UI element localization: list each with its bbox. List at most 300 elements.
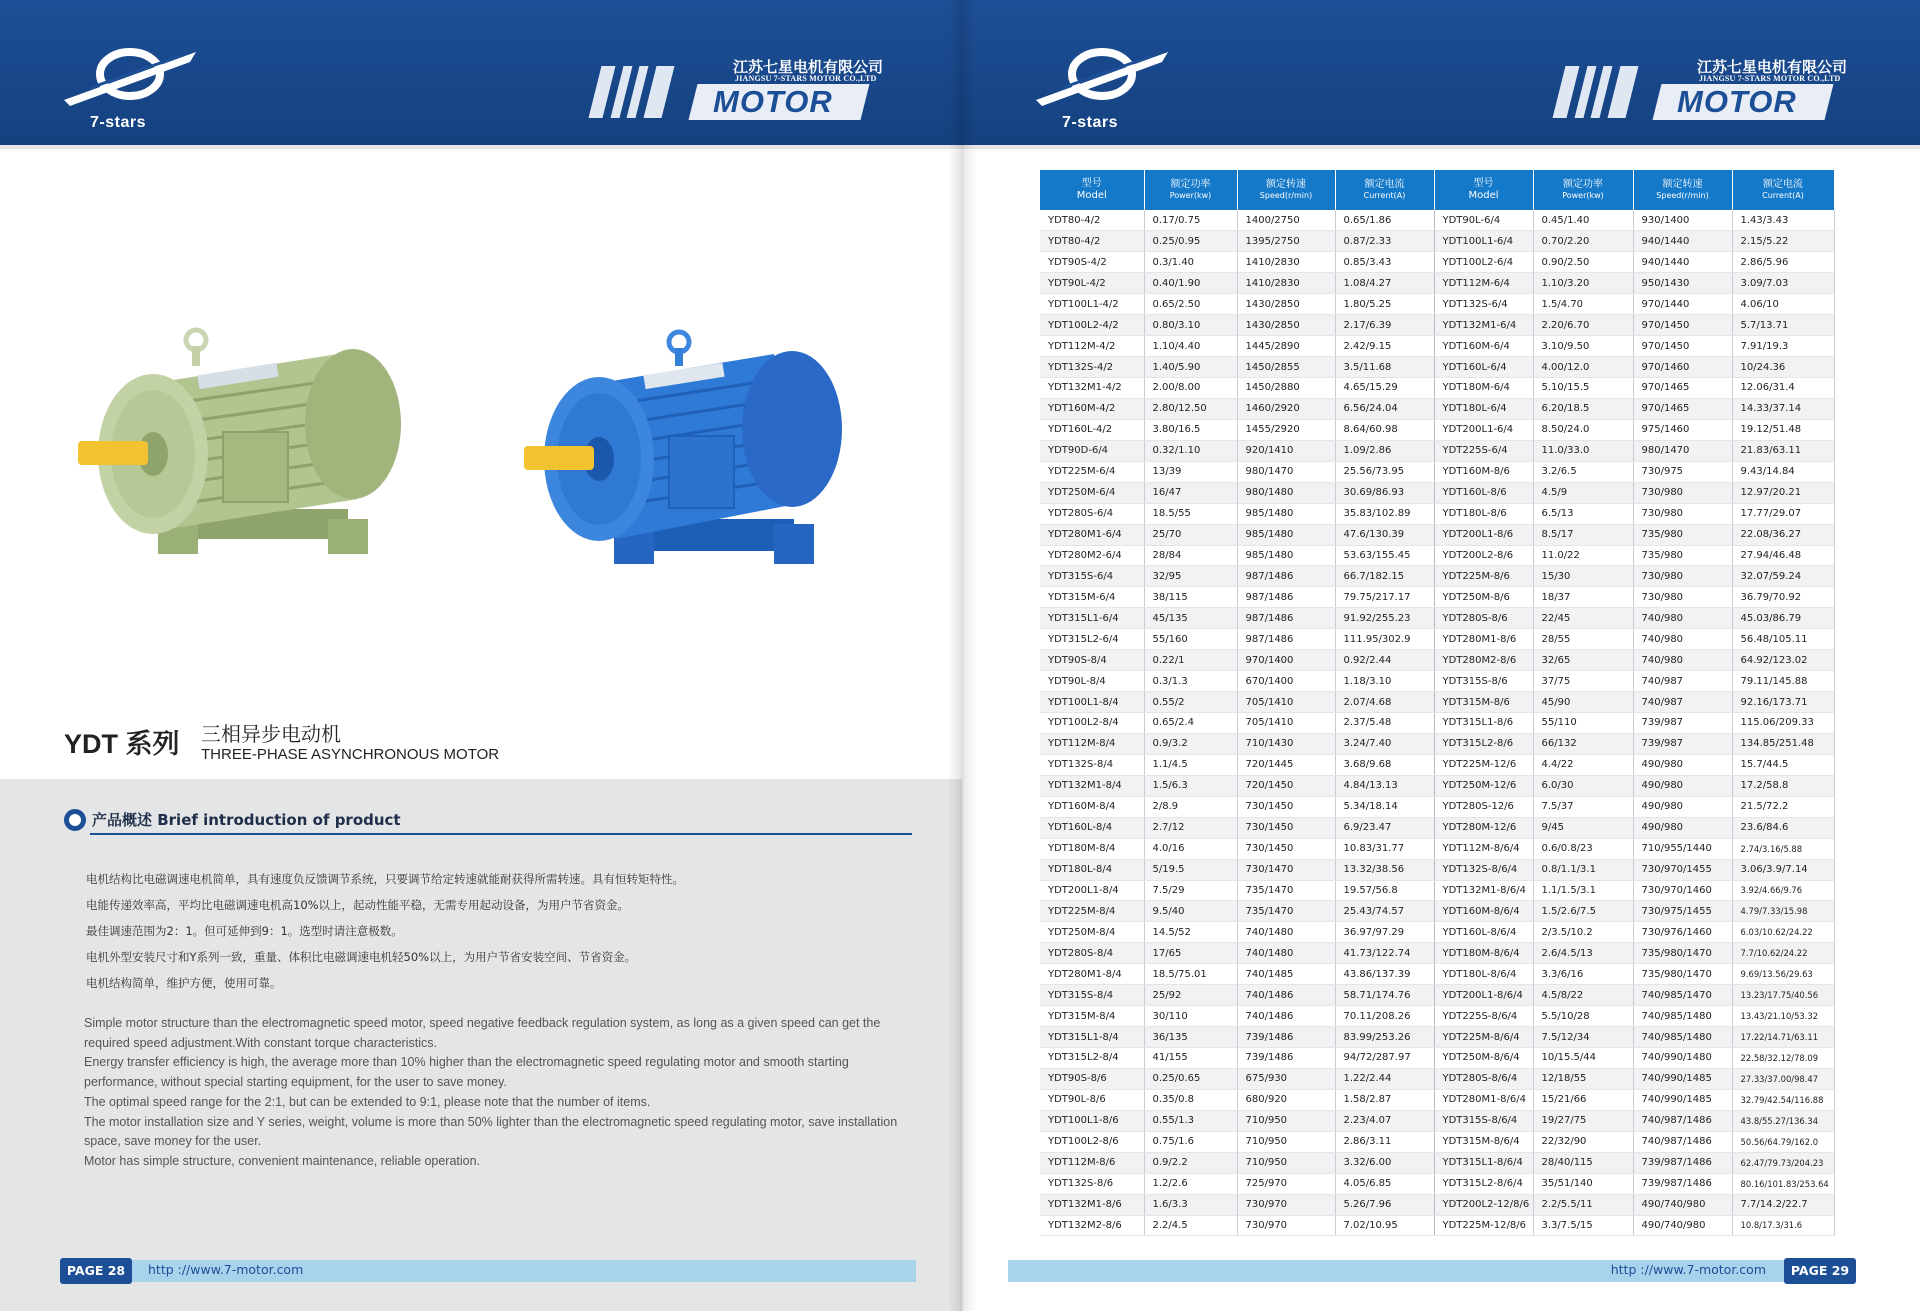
table-cell: YDT280S-8/4: [1040, 943, 1144, 964]
book-gutter-shadow: [948, 0, 976, 1311]
header-cn: 型号: [1473, 178, 1494, 189]
table-cell: 37/75: [1533, 671, 1633, 692]
product-photos: [0, 149, 962, 779]
table-cell: 22.58/32.12/78.09: [1732, 1048, 1834, 1069]
table-cell: 1460/2920: [1237, 398, 1335, 419]
table-cell: YDT315S-8/6/4: [1434, 1110, 1533, 1131]
table-cell: 2.6/4.5/13: [1533, 943, 1633, 964]
table-cell: 1410/2830: [1237, 252, 1335, 273]
table-cell: 730/975: [1633, 461, 1732, 482]
table-row: [1040, 1068, 1834, 1089]
table-cell: 43.86/137.39: [1335, 964, 1434, 985]
table-cell: 3.06/3.9/7.14: [1732, 859, 1834, 880]
spec-table: [1040, 170, 1835, 1236]
table-cell: YDT80-4/2: [1040, 231, 1144, 252]
table-cell: YDT100L2-8/4: [1040, 713, 1144, 734]
table-cell: 930/1400: [1633, 210, 1732, 231]
table-cell: 730/970: [1237, 1194, 1335, 1215]
table-cell: 1.80/5.25: [1335, 294, 1434, 315]
table-cell: 705/1410: [1237, 713, 1335, 734]
table-cell: 0.75/1.6: [1144, 1131, 1237, 1152]
table-row: [1040, 901, 1834, 922]
table-cell: 985/1480: [1237, 524, 1335, 545]
table-cell: 4.65/15.29: [1335, 378, 1434, 399]
table-cell: 18.5/75.01: [1144, 964, 1237, 985]
table-cell: 18/37: [1533, 587, 1633, 608]
table-cell: YDT280M-12/6: [1434, 817, 1533, 838]
table-cell: YDT90L-8/4: [1040, 671, 1144, 692]
table-header-row: [1040, 170, 1834, 210]
right-page: [962, 0, 1920, 1311]
table-cell: 19.12/51.48: [1732, 419, 1834, 440]
table-cell: 0.3/1.40: [1144, 252, 1237, 273]
table-cell: 2.17/6.39: [1335, 315, 1434, 336]
table-row: [1040, 378, 1834, 399]
table-cell: YDT280S-6/4: [1040, 503, 1144, 524]
table-cell: YDT160M-8/4: [1040, 796, 1144, 817]
table-cell: 0.70/2.20: [1533, 231, 1633, 252]
table-cell: 9.69/13.56/29.63: [1732, 964, 1834, 985]
table-cell: 15/30: [1533, 566, 1633, 587]
table-cell: 1.40/5.90: [1144, 357, 1237, 378]
table-header-cell: [1533, 170, 1633, 210]
table-row: [1040, 357, 1834, 378]
table-cell: 27.94/46.48: [1732, 545, 1834, 566]
table-cell: 19.57/56.8: [1335, 880, 1434, 901]
table-cell: 940/1440: [1633, 231, 1732, 252]
intro-en-paragraph: The optimal speed range for the 2:1, but can be extended to 9:1, please note that the number of items.: [84, 1094, 651, 1109]
table-cell: 739/1486: [1237, 1027, 1335, 1048]
table-cell: YDT200L2-12/8/6: [1434, 1194, 1533, 1215]
table-cell: YDT132M1-8/6: [1040, 1194, 1144, 1215]
page-header: [962, 0, 1920, 145]
table-cell: 730/1470: [1237, 859, 1335, 880]
table-cell: YDT315M-6/4: [1040, 587, 1144, 608]
table-row: [1040, 461, 1834, 482]
table-cell: 920/1410: [1237, 440, 1335, 461]
company-name-cn: 江苏七星电机有限公司: [1697, 58, 1848, 76]
table-cell: 0.17/0.75: [1144, 210, 1237, 231]
table-row: [1040, 482, 1834, 503]
table-cell: YDT280S-8/6: [1434, 608, 1533, 629]
table-cell: 1445/2890: [1237, 336, 1335, 357]
table-cell: 4.5/8/22: [1533, 985, 1633, 1006]
table-cell: 725/970: [1237, 1173, 1335, 1194]
table-cell: 730/970/1460: [1633, 880, 1732, 901]
table-cell: 0.65/2.50: [1144, 294, 1237, 315]
table-cell: 16/47: [1144, 482, 1237, 503]
table-cell: 7.5/37: [1533, 796, 1633, 817]
company-name-cn: 江苏七星电机有限公司: [733, 58, 884, 76]
table-cell: 0.25/0.95: [1144, 231, 1237, 252]
table-cell: 17/65: [1144, 943, 1237, 964]
table-cell: YDT160L-8/4: [1040, 817, 1144, 838]
table-cell: YDT180L-8/6/4: [1434, 964, 1533, 985]
table-cell: 5.10/15.5: [1533, 378, 1633, 399]
motor-photo-green: [78, 324, 418, 564]
header-en: Power(kw): [1562, 191, 1604, 200]
table-cell: 490/980: [1633, 796, 1732, 817]
table-cell: 22.08/36.27: [1732, 524, 1834, 545]
table-cell: 4.0/16: [1144, 838, 1237, 859]
table-cell: 740/1485: [1237, 964, 1335, 985]
table-cell: 720/1445: [1237, 754, 1335, 775]
table-cell: YDT280M2-8/6: [1434, 650, 1533, 671]
table-cell: 6.9/23.47: [1335, 817, 1434, 838]
table-cell: YDT315L2-8/6/4: [1434, 1173, 1533, 1194]
table-cell: 3.10/9.50: [1533, 336, 1633, 357]
table-cell: YDT280M1-6/4: [1040, 524, 1144, 545]
table-cell: 3.3/6/16: [1533, 964, 1633, 985]
table-cell: 53.63/155.45: [1335, 545, 1434, 566]
table-cell: 35/51/140: [1533, 1173, 1633, 1194]
table-cell: 13.43/21.10/53.32: [1732, 1006, 1834, 1027]
table-row: [1040, 566, 1834, 587]
table-row: [1040, 817, 1834, 838]
table-cell: 740/987: [1633, 671, 1732, 692]
table-cell: YDT250M-6/4: [1040, 482, 1144, 503]
table-cell: YDT180M-8/6/4: [1434, 943, 1533, 964]
table-cell: 1.1/1.5/3.1: [1533, 880, 1633, 901]
table-cell: 18.5/55: [1144, 503, 1237, 524]
table-cell: YDT160M-8/6/4: [1434, 901, 1533, 922]
table-cell: YDT315L1-8/6: [1434, 713, 1533, 734]
table-cell: 15.7/44.5: [1732, 754, 1834, 775]
table-cell: 3.3/7.5/15: [1533, 1215, 1633, 1236]
table-cell: YDT100L1-8/4: [1040, 692, 1144, 713]
table-cell: 3.09/7.03: [1732, 273, 1834, 294]
logo-text: 7-stars: [90, 114, 146, 131]
table-row: [1040, 650, 1834, 671]
table-cell: YDT180L-8/6: [1434, 503, 1533, 524]
table-cell: 3.24/7.40: [1335, 733, 1434, 754]
table-cell: YDT315S-6/4: [1040, 566, 1144, 587]
table-cell: YDT200L1-8/4: [1040, 880, 1144, 901]
table-cell: 0.87/2.33: [1335, 231, 1434, 252]
table-cell: 740/990/1485: [1633, 1089, 1732, 1110]
table-row: [1040, 1110, 1834, 1131]
table-cell: 970/1400: [1237, 650, 1335, 671]
intro-cn-line: 电机结构比电磁调速电机简单，具有速度负反馈调节系统，只要调节给定转速就能耐获得所需转速。具有恒转矩特性。: [86, 872, 684, 886]
table-cell: 1450/2855: [1237, 357, 1335, 378]
table-cell: YDT280M2-6/4: [1040, 545, 1144, 566]
company-name-en: JIANGSU 7-STARS MOTOR CO.,LTD: [735, 74, 877, 83]
table-cell: 1.2/2.6: [1144, 1173, 1237, 1194]
table-cell: YDT100L2-8/6: [1040, 1131, 1144, 1152]
table-cell: 0.65/2.4: [1144, 713, 1237, 734]
table-row: [1040, 252, 1834, 273]
table-cell: YDT100L1-6/4: [1434, 231, 1533, 252]
table-cell: 7.5/29: [1144, 880, 1237, 901]
brand-block: [1559, 56, 1848, 126]
section-heading-rule: [90, 833, 912, 835]
table-cell: 55/160: [1144, 629, 1237, 650]
table-cell: 0.80/3.10: [1144, 315, 1237, 336]
table-cell: YDT315S-8/6: [1434, 671, 1533, 692]
table-cell: 710/950: [1237, 1152, 1335, 1173]
table-cell: YDT280S-12/6: [1434, 796, 1533, 817]
table-cell: 0.92/2.44: [1335, 650, 1434, 671]
table-cell: 980/1470: [1633, 440, 1732, 461]
table-cell: 6.56/24.04: [1335, 398, 1434, 419]
table-cell: 47.6/130.39: [1335, 524, 1434, 545]
table-cell: 4.00/12.0: [1533, 357, 1633, 378]
table-cell: YDT225M-12/6: [1434, 754, 1533, 775]
table-cell: 25/70: [1144, 524, 1237, 545]
table-cell: 730/1450: [1237, 817, 1335, 838]
table-cell: 4.06/10: [1732, 294, 1834, 315]
table-cell: 9.5/40: [1144, 901, 1237, 922]
table-cell: 730/976/1460: [1633, 922, 1732, 943]
table-cell: 70.11/208.26: [1335, 1006, 1434, 1027]
table-cell: 92.16/173.71: [1732, 692, 1834, 713]
table-cell: 705/1410: [1237, 692, 1335, 713]
table-cell: 14.5/52: [1144, 922, 1237, 943]
table-cell: 10/15.5/44: [1533, 1048, 1633, 1069]
table-cell: 680/920: [1237, 1089, 1335, 1110]
table-cell: 0.55/2: [1144, 692, 1237, 713]
table-cell: 50.56/64.79/162.0: [1732, 1131, 1834, 1152]
table-cell: 4.05/6.85: [1335, 1173, 1434, 1194]
table-cell: 80.16/101.83/253.64: [1732, 1173, 1834, 1194]
table-cell: 730/975/1455: [1633, 901, 1732, 922]
table-cell: 4.84/13.13: [1335, 775, 1434, 796]
header-cn: 额定转速: [1662, 179, 1703, 190]
table-cell: 15/21/66: [1533, 1089, 1633, 1110]
table-cell: YDT160L-6/4: [1434, 357, 1533, 378]
table-cell: 22/45: [1533, 608, 1633, 629]
page-number-badge: PAGE 29: [1784, 1258, 1856, 1284]
website-link[interactable]: http ://www.7-motor.com: [1610, 1262, 1766, 1277]
series-title-en: THREE-PHASE ASYNCHRONOUS MOTOR: [201, 746, 500, 763]
header-en: Model: [1076, 190, 1107, 201]
table-cell: 980/1470: [1237, 461, 1335, 482]
table-cell: 2.37/5.48: [1335, 713, 1434, 734]
table-cell: 1.5/4.70: [1533, 294, 1633, 315]
table-cell: 32/95: [1144, 566, 1237, 587]
table-row: [1040, 754, 1834, 775]
intro-cn-line: 电机结构简单，维护方便，使用可靠。: [86, 976, 282, 990]
header-en: Power(kw): [1169, 191, 1212, 200]
table-cell: 970/1450: [1633, 336, 1732, 357]
table-cell: 2.74/3.16/5.88: [1732, 838, 1834, 859]
table-cell: 490/980: [1633, 817, 1732, 838]
table-cell: 17.22/14.71/63.11: [1732, 1027, 1834, 1048]
table-cell: 739/987: [1633, 713, 1732, 734]
table-cell: 4.79/7.33/15.98: [1732, 901, 1834, 922]
table-cell: 1.09/2.86: [1335, 440, 1434, 461]
table-cell: 12.97/20.21: [1732, 482, 1834, 503]
table-cell: YDT225M-8/6/4: [1434, 1027, 1533, 1048]
table-cell: 6.5/13: [1533, 503, 1633, 524]
table-cell: 28/55: [1533, 629, 1633, 650]
page-footer: [1008, 1258, 1856, 1284]
intro-cn-line: 电机外型安装尺寸和Y系列一致，重量、体积比电磁调速电机轻50%以上，为用户节省安装空间、节省资金。: [86, 950, 637, 964]
table-cell: 970/1460: [1633, 357, 1732, 378]
table-cell: YDT132S-8/6: [1040, 1173, 1144, 1194]
table-row: [1040, 713, 1834, 734]
header-cn: 额定功率: [1170, 179, 1211, 190]
table-cell: 13/39: [1144, 461, 1237, 482]
table-cell: 2/8.9: [1144, 796, 1237, 817]
table-cell: 3.5/11.68: [1335, 357, 1434, 378]
table-cell: 3.2/6.5: [1533, 461, 1633, 482]
table-row: [1040, 1048, 1834, 1069]
table-cell: 1.5/2.6/7.5: [1533, 901, 1633, 922]
table-row: [1040, 608, 1834, 629]
table-header-cell: [1335, 170, 1434, 210]
website-link[interactable]: http ://www.7-motor.com: [148, 1262, 304, 1277]
table-cell: YDT280S-8/6/4: [1434, 1068, 1533, 1089]
table-cell: 12/18/55: [1533, 1068, 1633, 1089]
table-cell: 0.9/2.2: [1144, 1152, 1237, 1173]
table-cell: 94/72/287.97: [1335, 1048, 1434, 1069]
bullet-circle-icon: [64, 809, 86, 831]
table-cell: 0.25/0.65: [1144, 1068, 1237, 1089]
table-cell: YDT100L1-8/6: [1040, 1110, 1144, 1131]
table-cell: 0.85/3.43: [1335, 252, 1434, 273]
table-cell: YDT225M-8/4: [1040, 901, 1144, 922]
table-cell: YDT250M-8/4: [1040, 922, 1144, 943]
table-cell: YDT180M-6/4: [1434, 378, 1533, 399]
table-cell: 1.10/4.40: [1144, 336, 1237, 357]
table-cell: 720/1450: [1237, 775, 1335, 796]
table-cell: 1.43/3.43: [1732, 210, 1834, 231]
table-cell: YDT200L1-8/6: [1434, 524, 1533, 545]
table-cell: 58.71/174.76: [1335, 985, 1434, 1006]
table-cell: 66/132: [1533, 733, 1633, 754]
table-cell: 730/1450: [1237, 796, 1335, 817]
table-cell: 940/1440: [1633, 252, 1732, 273]
seven-stars-logo-icon: [60, 42, 200, 132]
table-cell: 740/1480: [1237, 922, 1335, 943]
table-cell: YDT100L2-4/2: [1040, 315, 1144, 336]
page-header: [0, 0, 962, 145]
table-row: [1040, 1027, 1834, 1048]
table-cell: YDT160L-4/2: [1040, 419, 1144, 440]
table-cell: 970/1465: [1633, 378, 1732, 399]
table-cell: 1.22/2.44: [1335, 1068, 1434, 1089]
table-cell: YDT315L2-8/4: [1040, 1048, 1144, 1069]
brand-motor: MOTOR: [1677, 84, 1797, 119]
table-cell: 5/19.5: [1144, 859, 1237, 880]
header-en: Speed(r/min): [1259, 191, 1313, 200]
table-row: [1040, 398, 1834, 419]
table-cell: YDT200L1-6/4: [1434, 419, 1533, 440]
table-cell: 740/1486: [1237, 1006, 1335, 1027]
table-cell: YDT160L-8/6: [1434, 482, 1533, 503]
table-cell: 25.43/74.57: [1335, 901, 1434, 922]
table-cell: 115.06/209.33: [1732, 713, 1834, 734]
table-row: [1040, 1131, 1834, 1152]
table-cell: 32.79/42.54/116.88: [1732, 1089, 1834, 1110]
table-cell: YDT280M1-8/6: [1434, 629, 1533, 650]
table-cell: 987/1486: [1237, 587, 1335, 608]
table-row: [1040, 503, 1834, 524]
intro-en-paragraph: The motor installation size and Y series, weight, volume is more than 50% lighter than the electromagnetic speed regulating motor, save installation space, save money for the user.: [84, 1114, 898, 1149]
table-header-cell: [1237, 170, 1335, 210]
table-row: [1040, 943, 1834, 964]
table-cell: 1450/2880: [1237, 378, 1335, 399]
table-cell: YDT315L1-8/4: [1040, 1027, 1144, 1048]
table-cell: 13.32/38.56: [1335, 859, 1434, 880]
table-cell: 4.4/22: [1533, 754, 1633, 775]
table-cell: 45/90: [1533, 692, 1633, 713]
table-cell: YDT315L1-6/4: [1040, 608, 1144, 629]
table-cell: 740/987: [1633, 692, 1732, 713]
table-cell: YDT225S-8/6/4: [1434, 1006, 1533, 1027]
table-cell: 739/987: [1633, 733, 1732, 754]
table-cell: YDT315S-8/4: [1040, 985, 1144, 1006]
table-cell: 1455/2920: [1237, 419, 1335, 440]
table-cell: 1430/2850: [1237, 315, 1335, 336]
table-row: [1040, 315, 1834, 336]
table-cell: 740/1486: [1237, 985, 1335, 1006]
intro-en-paragraph: Energy transfer efficiency is high, the average more than 10% higher than the electromagnetic speed regulating motor and smooth starting performance, without special starting equipment, for the user to save money.: [84, 1055, 849, 1090]
header-en: Speed(r/min): [1656, 191, 1709, 200]
table-cell: 6.03/10.62/24.22: [1732, 922, 1834, 943]
table-cell: 64.92/123.02: [1732, 650, 1834, 671]
header-en: Current(A): [1363, 191, 1406, 200]
table-cell: 17.77/29.07: [1732, 503, 1834, 524]
series-title-cn: 三相异步电动机: [201, 722, 341, 746]
table-cell: 3.80/16.5: [1144, 419, 1237, 440]
table-row: [1040, 985, 1834, 1006]
table-cell: YDT132S-8/6/4: [1434, 859, 1533, 880]
table-cell: YDT132M1-4/2: [1040, 378, 1144, 399]
table-cell: YDT180L-6/4: [1434, 398, 1533, 419]
table-cell: 12.06/31.4: [1732, 378, 1834, 399]
table-cell: YDT90L-4/2: [1040, 273, 1144, 294]
table-cell: 19/27/75: [1533, 1110, 1633, 1131]
table-cell: 0.9/3.2: [1144, 733, 1237, 754]
table-cell: 987/1486: [1237, 629, 1335, 650]
table-cell: 0.22/1: [1144, 650, 1237, 671]
table-cell: 730/980: [1633, 587, 1732, 608]
table-header-cell: [1144, 170, 1237, 210]
table-cell: 7.02/10.95: [1335, 1215, 1434, 1236]
table-cell: 27.33/37.00/98.47: [1732, 1068, 1834, 1089]
table-row: [1040, 880, 1834, 901]
logo-text: 7-stars: [1062, 114, 1118, 131]
table-cell: 2.00/8.00: [1144, 378, 1237, 399]
table-cell: 62.47/79.73/204.23: [1732, 1152, 1834, 1173]
table-cell: 21.5/72.2: [1732, 796, 1834, 817]
table-cell: 675/930: [1237, 1068, 1335, 1089]
table-cell: 36/135: [1144, 1027, 1237, 1048]
table-cell: YDT315L1-8/6/4: [1434, 1152, 1533, 1173]
table-cell: YDT90D-6/4: [1040, 440, 1144, 461]
table-row: [1040, 1173, 1834, 1194]
table-header-cell: [1040, 170, 1144, 210]
table-cell: YDT100L2-6/4: [1434, 252, 1533, 273]
table-cell: 740/985/1470: [1633, 985, 1732, 1006]
table-cell: 45/135: [1144, 608, 1237, 629]
table-cell: YDT160M-8/6: [1434, 461, 1533, 482]
table-row: [1040, 733, 1834, 754]
table-cell: 11.0/22: [1533, 545, 1633, 566]
header-en: Model: [1468, 190, 1499, 201]
table-cell: 730/1450: [1237, 838, 1335, 859]
table-cell: 735/1470: [1237, 880, 1335, 901]
table-row: [1040, 210, 1834, 231]
table-row: [1040, 273, 1834, 294]
table-cell: 2.20/6.70: [1533, 315, 1633, 336]
table-cell: YDT160M-6/4: [1434, 336, 1533, 357]
table-cell: 8.50/24.0: [1533, 419, 1633, 440]
table-cell: 5.5/10/28: [1533, 1006, 1633, 1027]
table-cell: 490/740/980: [1633, 1215, 1732, 1236]
